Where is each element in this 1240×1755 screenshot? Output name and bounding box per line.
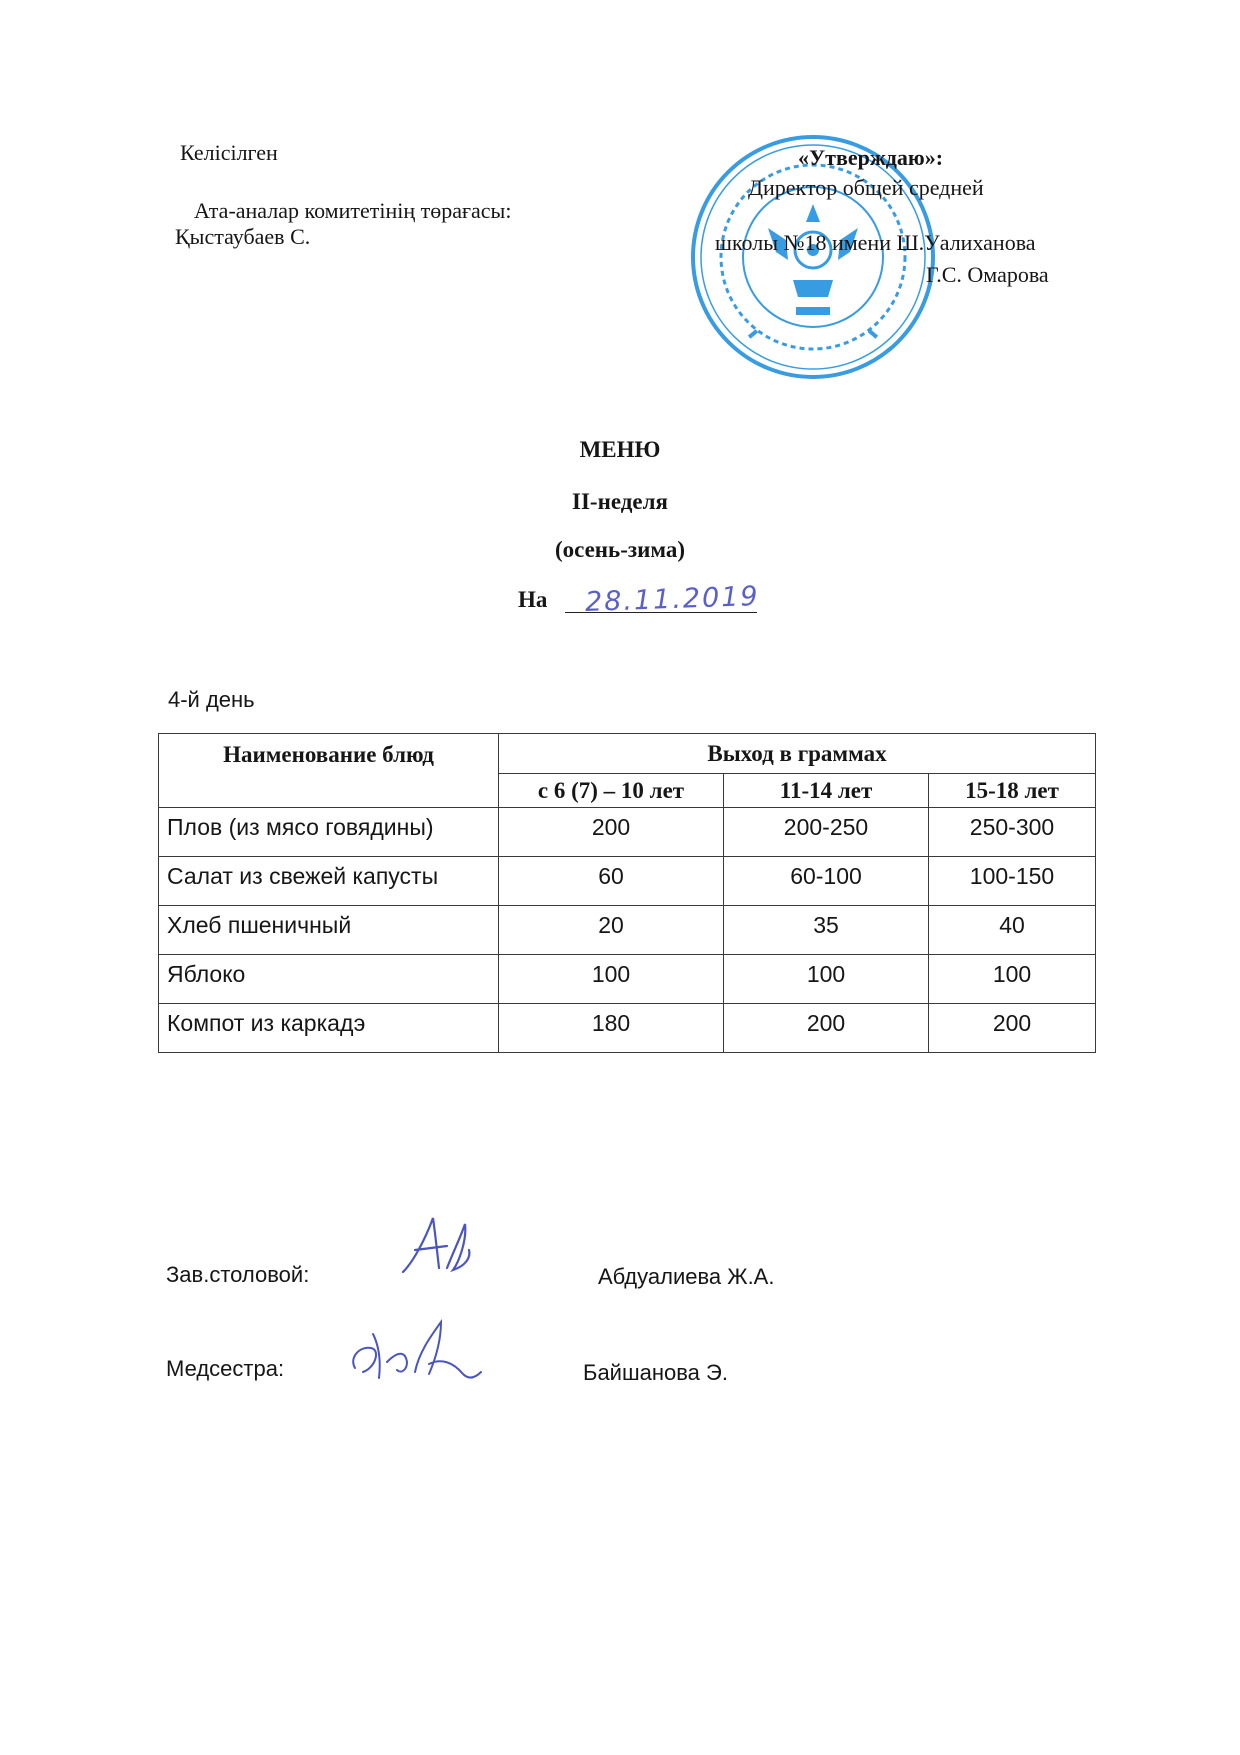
portion-value: 200-250 bbox=[724, 808, 929, 857]
portion-value: 60 bbox=[499, 857, 724, 906]
column-header-output: Выход в граммах bbox=[499, 734, 1096, 774]
canteen-head-signature bbox=[395, 1210, 475, 1285]
table-row bbox=[159, 906, 1096, 955]
committee-name: Қыстаубаев С. bbox=[175, 224, 311, 249]
menu-title: МЕНЮ bbox=[579, 437, 661, 462]
portion-value: 180 bbox=[499, 1004, 724, 1053]
dish-name: Салат из свежей капусты bbox=[159, 857, 499, 906]
day-label: 4-й день bbox=[168, 687, 255, 712]
date-prefix: На bbox=[518, 587, 548, 612]
portion-value: 35 bbox=[724, 906, 929, 955]
column-header-age-15-18: 15-18 лет bbox=[929, 774, 1096, 808]
table-row bbox=[159, 808, 1096, 857]
portion-value: 100 bbox=[499, 955, 724, 1004]
week-label: II-неделя bbox=[572, 489, 668, 514]
season-label: (осень-зима) bbox=[554, 537, 686, 562]
column-header-age-11-14: 11-14 лет bbox=[724, 774, 929, 808]
portion-value: 100 bbox=[929, 955, 1096, 1004]
committee-title: Ата-аналар комитетінің төрағасы: bbox=[194, 198, 512, 223]
nurse-signature bbox=[345, 1312, 485, 1392]
portion-value: 200 bbox=[929, 1004, 1096, 1053]
portion-value: 60-100 bbox=[724, 857, 929, 906]
approve-label: «Утверждаю»: bbox=[798, 145, 944, 170]
dish-name: Хлеб пшеничный bbox=[159, 906, 499, 955]
dish-name: Плов (из мясо говядины) bbox=[159, 808, 499, 857]
table-row bbox=[159, 1004, 1096, 1053]
portion-value: 200 bbox=[724, 1004, 929, 1053]
director-title-line2: школы №18 имени Ш.Уалиханова bbox=[715, 230, 1036, 255]
menu-table bbox=[158, 733, 1096, 1053]
dish-name: Компот из каркадэ bbox=[159, 1004, 499, 1053]
director-name: Г.С. Омарова bbox=[926, 262, 1049, 287]
director-title-line1: Директор общей средней bbox=[748, 175, 984, 200]
portion-value: 250-300 bbox=[929, 808, 1096, 857]
portion-value: 40 bbox=[929, 906, 1096, 955]
canteen-head-name: Абдуалиева Ж.А. bbox=[598, 1264, 775, 1289]
column-header-age-6-10: с 6 (7) – 10 лет bbox=[499, 774, 724, 808]
column-header-dish: Наименование блюд bbox=[159, 734, 499, 808]
nurse-name: Байшанова Э. bbox=[583, 1360, 728, 1385]
portion-value: 100 bbox=[724, 955, 929, 1004]
portion-value: 200 bbox=[499, 808, 724, 857]
portion-value: 20 bbox=[499, 906, 724, 955]
table-header-row bbox=[159, 734, 1096, 774]
canteen-head-label: Зав.столовой: bbox=[166, 1262, 310, 1287]
dish-name: Яблоко bbox=[159, 955, 499, 1004]
table-row bbox=[159, 857, 1096, 906]
nurse-label: Медсестра: bbox=[166, 1356, 285, 1381]
agreed-label: Келісілген bbox=[180, 140, 278, 165]
handwritten-date: 28.11.2019 bbox=[584, 580, 761, 619]
table-row bbox=[159, 955, 1096, 1004]
portion-value: 100-150 bbox=[929, 857, 1096, 906]
